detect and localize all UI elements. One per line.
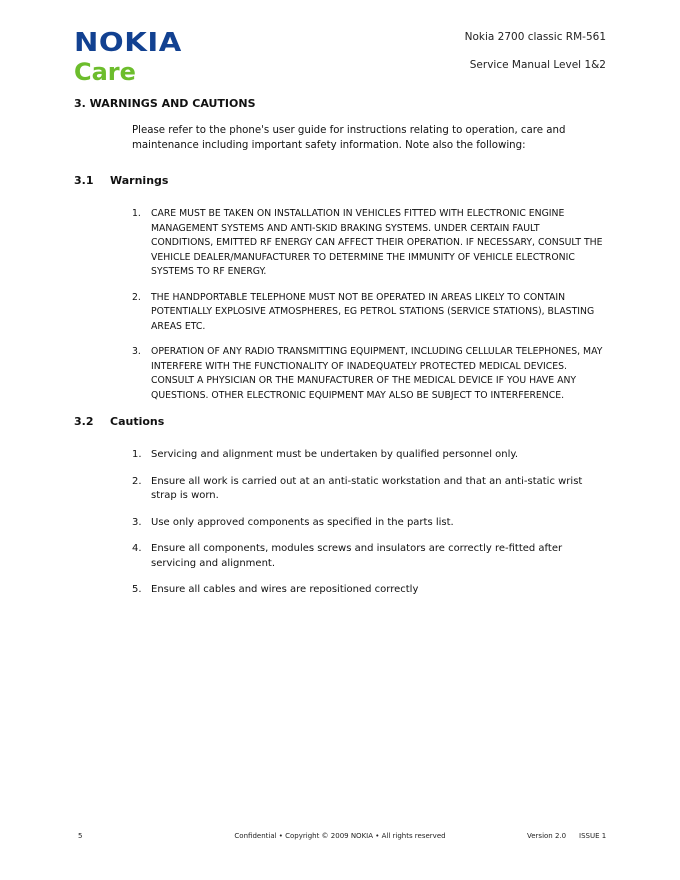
- warning-item-text: THE HANDPORTABLE TELEPHONE MUST NOT BE OPERATED IN AREAS LIKELY TO CONTAIN POTENTIALLY EXPLOSIVE ATMOSPHERES, EG PETROL STATIONS (SERVICE STATIONS), BLASTING AREAS ETC.: [151, 291, 595, 332]
- cautions-number: 3.2: [74, 415, 94, 428]
- footer-issue: ISSUE 1: [579, 832, 607, 840]
- warning-item-number: 3.: [132, 346, 141, 357]
- caution-item-text: Use only approved components as specified in the parts list.: [151, 516, 454, 528]
- logo-sub: Care: [74, 58, 136, 86]
- cautions-list: [132, 448, 604, 610]
- cautions-heading: [74, 415, 164, 428]
- caution-item-text: Ensure all work is carried out at an anti-static workstation and that an anti-static wrist strap is worn.: [151, 475, 583, 501]
- warning-item: [132, 291, 604, 335]
- warnings-heading: [74, 174, 168, 187]
- logo-brand: NOKIA: [74, 28, 182, 58]
- caution-item: [132, 475, 604, 504]
- footer-version: Version 2.0: [527, 832, 567, 840]
- warning-item-text: OPERATION OF ANY RADIO TRANSMITTING EQUIPMENT, INCLUDING CELLULAR TELEPHONES, MAY INTERFERE WITH THE FUNCTIONALITY OF INADEQUATELY PROTECTED MEDICAL DEVICES. CONSULT A PHYSICIAN OR THE MANUFACTURER OF THE MEDICAL DEVICE IF YOU HAVE ANY QUESTIONS. OTHER ELECTRONIC EQUIPMENT MAY ALSO BE SUBJECT TO INTERFERENCE.: [151, 346, 603, 401]
- footer-page-number: 5: [78, 832, 83, 840]
- warning-item: [132, 345, 604, 403]
- header-manual: Service Manual Level 1&2: [469, 59, 606, 71]
- caution-item: [132, 583, 604, 598]
- section-intro: Please refer to the phone's user guide for instructions relating to operation, care and maintenance including important safety information. Note also the following:: [132, 125, 566, 151]
- caution-item: [132, 448, 604, 463]
- section-title: 3. WARNINGS AND CAUTIONS: [74, 97, 256, 110]
- caution-item: [132, 542, 604, 571]
- caution-item-number: 3.: [132, 516, 142, 528]
- header-model: Nokia 2700 classic RM-561: [464, 31, 606, 43]
- warning-item-number: 1.: [132, 208, 141, 219]
- footer-confidential: Confidential • Copyright © 2009 NOKIA • All rights reserved: [234, 832, 446, 840]
- caution-item-number: 1.: [132, 449, 142, 460]
- cautions-title: Cautions: [110, 415, 165, 428]
- caution-item-number: 4.: [132, 543, 142, 554]
- caution-item-text: Ensure all cables and wires are repositioned correctly: [151, 584, 419, 595]
- warnings-number: 3.1: [74, 174, 94, 187]
- caution-item: [132, 516, 604, 531]
- caution-item-text: Ensure all components, modules screws and insulators are correctly re-fitted after servicing and alignment.: [151, 543, 563, 569]
- warning-item: [132, 207, 604, 280]
- warnings-list: [132, 207, 604, 414]
- nokia-care-logo: [74, 28, 182, 86]
- caution-item-number: 2.: [132, 475, 142, 487]
- caution-item-text: Servicing and alignment must be undertaken by qualified personnel only.: [151, 449, 519, 460]
- warning-item-text: CARE MUST BE TAKEN ON INSTALLATION IN VEHICLES FITTED WITH ELECTRONIC ENGINE MANAGEMENT SYSTEMS AND ANTI-SKID BRAKING SYSTEMS. UNDER CERTAIN FAULT CONDITIONS, EMITTED RF ENERGY CAN AFFECT THEIR OPERATION. IF NECESSARY, CONSULT THE VEHICLE DEALER/MANUFACTURER TO DETERMINE THE IMMUNITY OF VEHICLE ELECTRONIC SYSTEMS TO RF ENERGY.: [151, 208, 603, 277]
- warning-item-number: 2.: [132, 291, 141, 303]
- caution-item-number: 5.: [132, 584, 142, 595]
- warnings-title: Warnings: [110, 174, 169, 187]
